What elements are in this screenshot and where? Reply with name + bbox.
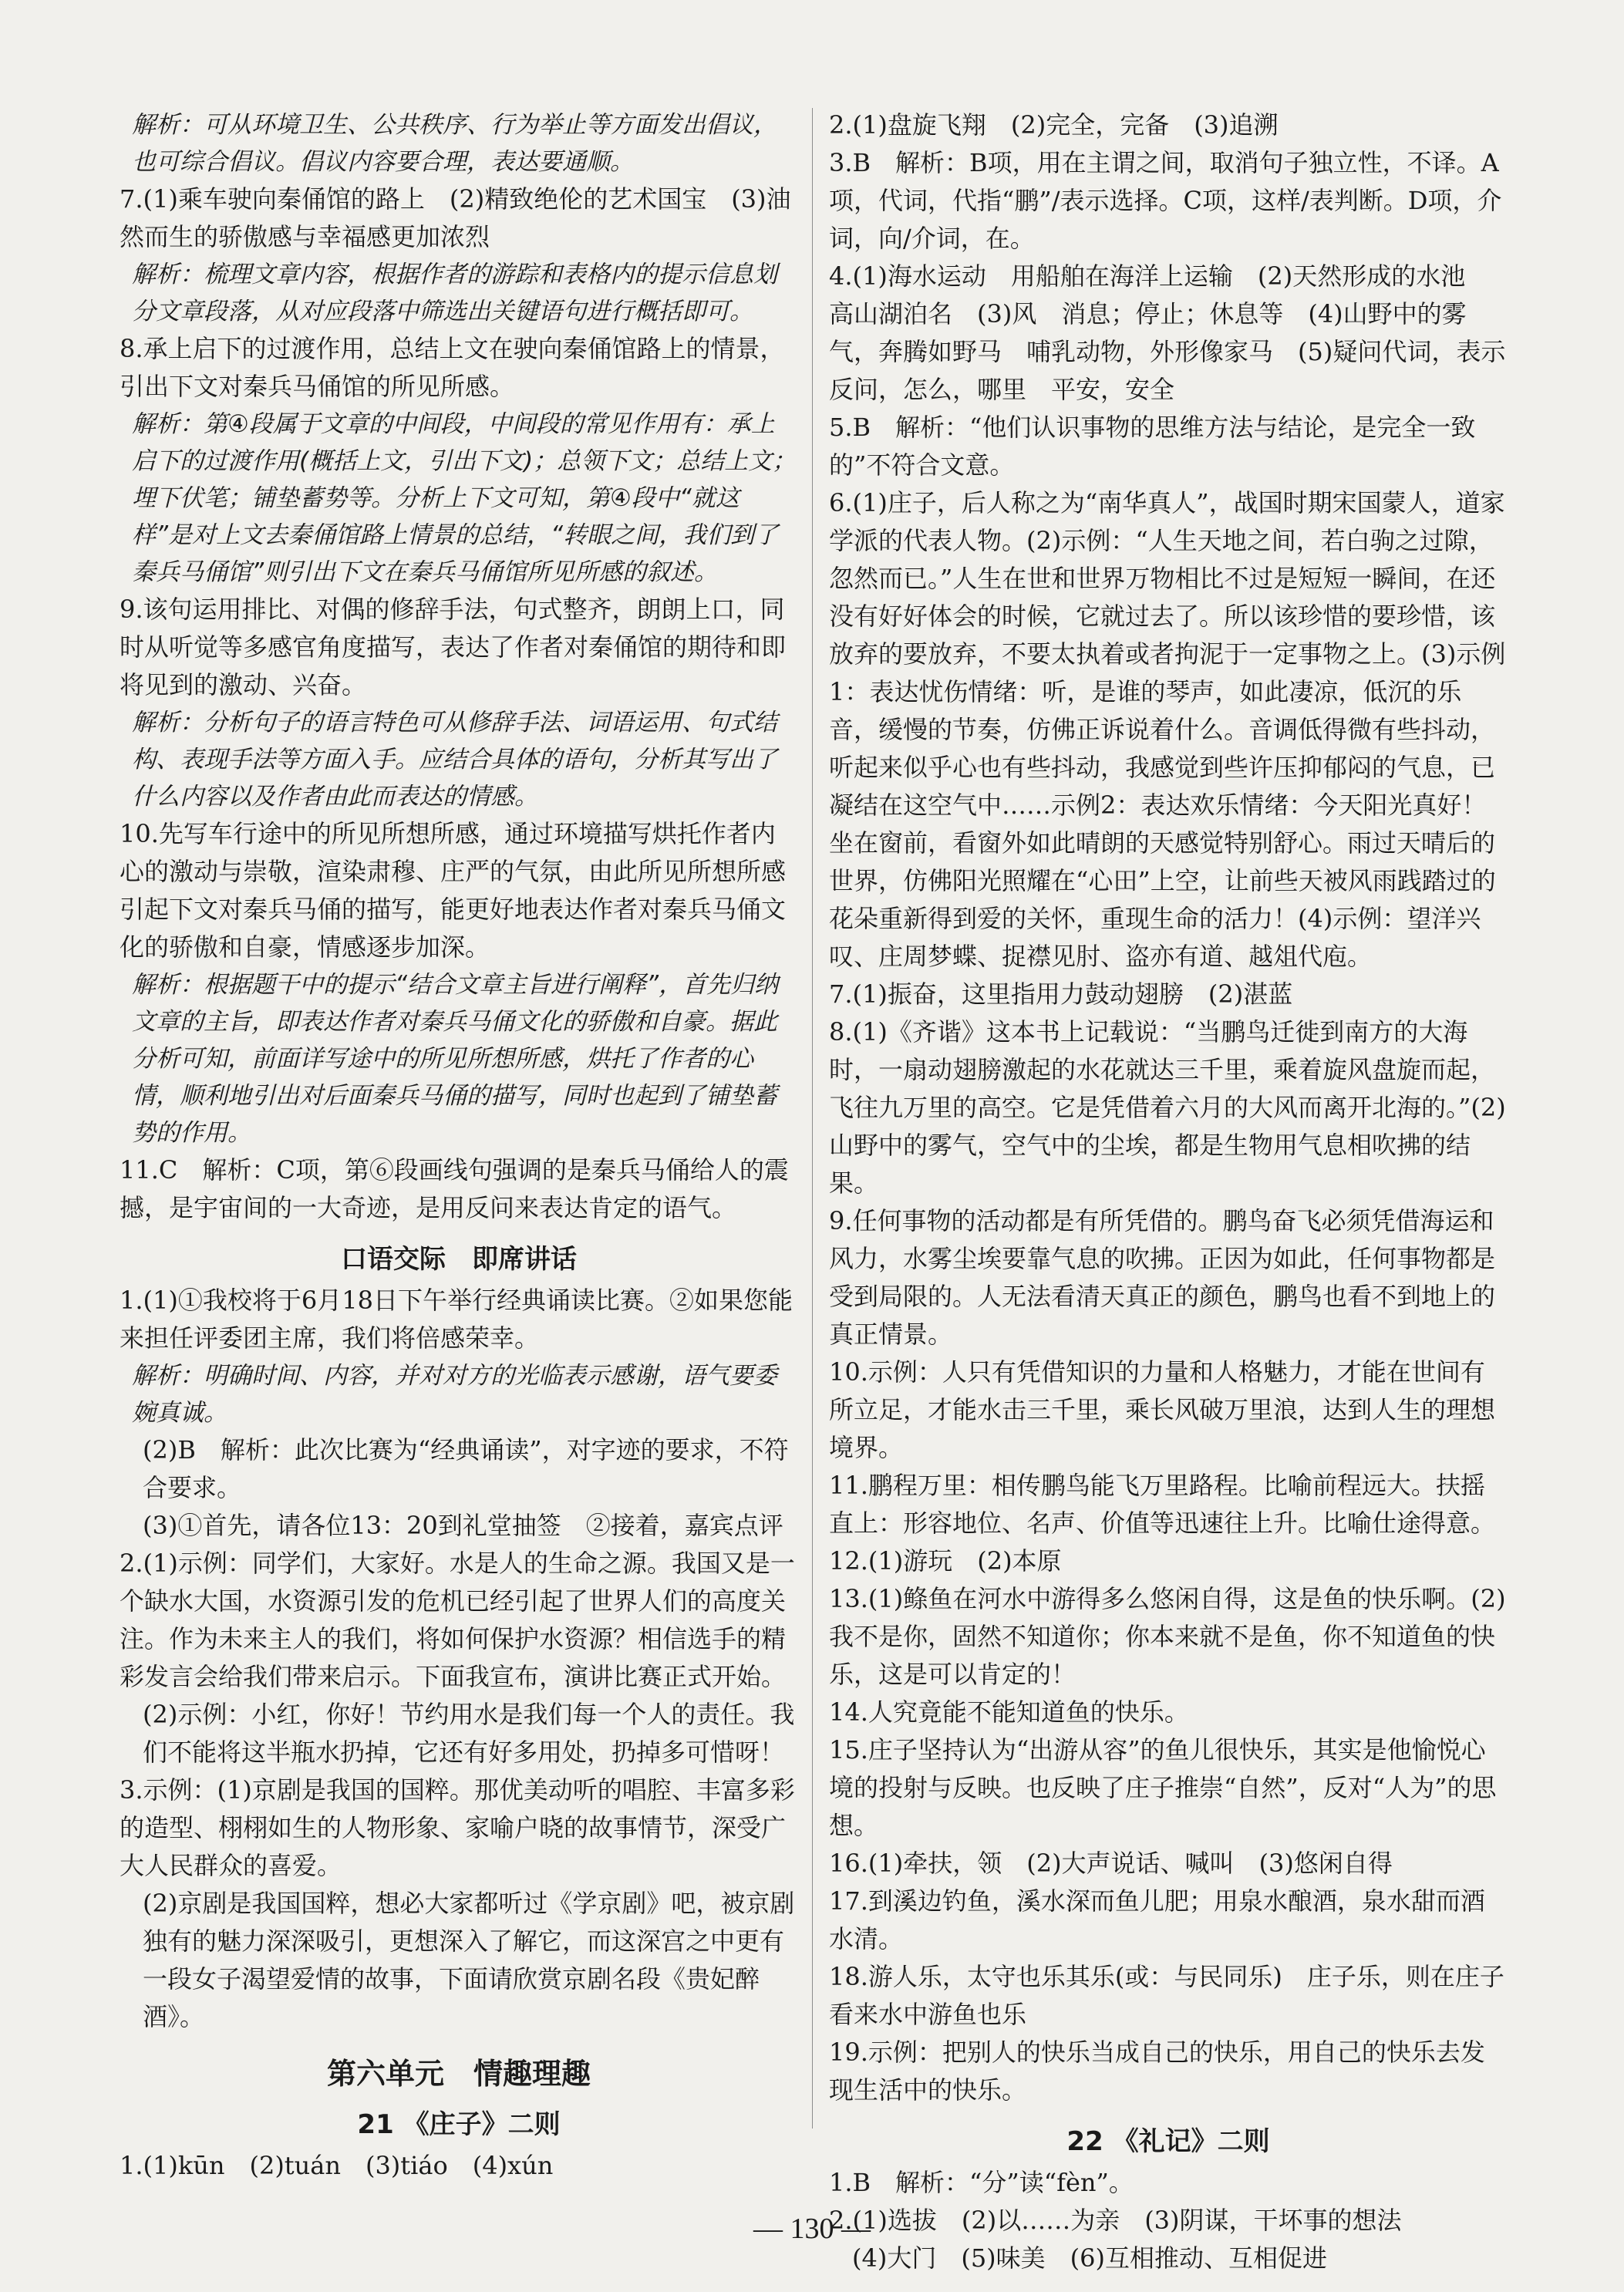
analysis-prev: 解析：可从环境卫生、公共秩序、行为举止等方面发出倡议，也可综合倡议。倡议内容要合理，表达要通顺。 [132,111,777,176]
lesson-21-question-18: 18.游人乐，太守也乐其乐(或：与民同乐) 庄子乐，则在庄子看来水中游鱼也乐 [829,1962,1504,2029]
lesson-21-question-16: 16.(1)牵扶，领 (2)大声说话、喊叫 (3)悠闲自得 [829,1849,1393,1878]
unit-6-heading: 第六单元 情趣理趣 [326,2057,591,2091]
lesson-22-question-1: 1.B 解析：“分”读“fèn”。 [829,2168,1134,2197]
oral-question-2-2: (2)示例：小红，你好！节约用水是我们每一个人的责任。我们不能将这半瓶水扔掉，它还有好多用处，扔掉多可惜呀！ [143,1700,795,1767]
lesson-21-question-2: 2.(1)盘旋飞翔 (2)完全，完备 (3)追溯 [829,110,1279,140]
column-divider [812,108,813,2129]
oral-question-1: 1.(1)①我校将于6月18日下午举行经典诵读比赛。②如果您能来担任评委团主席，我们将倍感荣幸。 [120,1286,793,1353]
analysis-7: 解析：梳理文章内容，根据作者的游踪和表格内的提示信息划分文章段落，从对应段落中筛选出关键语句进行概括即可。 [132,261,777,325]
lesson-22-question-2: 2.(1)选拔 (2)以……为亲 (3)阴谋，干坏事的想法 [829,2206,1402,2235]
oral-question-1-3: (3)①首先，请各位13：20到礼堂抽签 ②接着，嘉宾点评 [143,1511,783,1540]
lesson-21-question-6: 6.(1)庄子，后人称之为“南华真人”，战国时期宋国蒙人，道家学派的代表人物。(2)示例：“人生天地之间，若白驹之过隙，忽然而已。”人生在世和世界万物相比不过是短短一瞬间，在还没有好好体会的时候，它就过去了。所以该珍惜的要珍惜，该放弃的要放弃，不要太执着或者拘泥于一定事物之上。(3)示例1：表达忧伤情绪：听，是谁的琴声，如此凄凉，低沉的乐音，缓慢的节奏，仿佛正诉说着什么。音调低得微有些抖动，听起来似乎心也有些抖动，我感觉到些许压抑郁闷的气息，已凝结在这空气中……示例2：表达欢乐情绪：今天阳光真好！坐在窗前，看窗外如此晴朗的天感觉特别舒心。雨过天晴后的世界，仿佛阳光照耀在“心田”上空，让前些天被风雨践踏过的花朵重新得到爱的关怀，重现生命的活力！(4)示例：望洋兴叹、庄周梦蝶、捉襟见肘、盗亦有道、越俎代庖。 [829,488,1506,971]
lesson-21-heading: 21 《庄子》二则 [357,2109,561,2140]
analysis-9: 解析：分析句子的语言特色可从修辞手法、词语运用、句式结构、表现手法等方面入手。应结合具体的语句，分析其写出了什么内容以及作者由此而表达的情感。 [132,709,777,811]
left-column [120,106,798,2185]
lesson-21-question-14: 14.人究竟能不能知道鱼的快乐。 [829,1697,1189,1727]
question-9: 9.该句运用排比、对偶的修辞手法，句式整齐，朗朗上口，同时从听觉等多感官角度描写，表达了作者对秦俑馆的期待和即将见到的激动、兴奋。 [120,595,787,699]
lesson-21-question-17: 17.到溪边钓鱼，溪水深而鱼儿肥；用泉水酿酒，泉水甜而酒水清。 [829,1886,1485,1953]
question-11: 11.C 解析：C项，第⑥段画线句强调的是秦兵马俑给人的震撼，是宇宙间的一大奇迹，是用反问来表达肯定的语气。 [120,1155,789,1222]
lesson-22-question-2-cont: (4)大门 (5)味美 (6)互相推动、互相促进 [852,2243,1327,2273]
oral-question-1-2: (2)B 解析：此次比赛为“经典诵读”，对字迹的要求，不符合要求。 [143,1435,789,1502]
section-heading-oral: 口语交际 即席讲话 [341,1244,577,1275]
lesson-21-question-12: 12.(1)游玩 (2)本原 [829,1546,1062,1576]
question-7: 7.(1)乘车驶向秦俑馆的路上 (2)精致绝伦的艺术国宝 (3)油然而生的骄傲感与幸福感更加浓烈 [120,184,791,251]
lesson-22-heading: 22 《礼记》二则 [1066,2126,1270,2157]
analysis-10: 解析：根据题干中的提示“结合文章主旨进行阐释”，首先归纳文章的主旨，即表达作者对秦兵马俑文化的骄傲和自豪。据此分析可知，前面详写途中的所见所想所感，烘托了作者的心情，顺利地引出对后面秦兵马俑的描写，同时也起到了铺垫蓄势的作用。 [132,971,779,1147]
lesson-21-question-10: 10.示例：人只有凭借知识的力量和人格魅力，才能在世间有所立足，才能水击三千里，乘长风破万里浪，达到人生的理想境界。 [829,1357,1496,1462]
page-number: — 130 — [753,2213,871,2245]
oral-question-3: 3.示例：(1)京剧是我国的国粹。那优美动听的唱腔、丰富多彩的造型、栩栩如生的人物形象、家喻户晓的故事情节，深受广大人民群众的喜爱。 [120,1775,795,1880]
question-10: 10.先写车行途中的所见所想所感，通过环境描写烘托作者内心的激动与崇敬，渲染肃穆、庄严的气氛，由此所见所想所感引起下文对秦兵马俑的描写，能更好地表达作者对秦兵马俑文化的骄傲和自豪，情感逐步加深。 [120,819,787,962]
lesson-21-question-3: 3.B 解析：B项，用在主谓之间，取消句子独立性，不译。A项，代词，代指“鹏”/表示选择。C项，这样/表判断。D项，介词，向/介词，在。 [829,148,1502,253]
oral-analysis-1: 解析：明确时间、内容，并对对方的光临表示感谢，语气要委婉真诚。 [132,1362,777,1427]
oral-question-2: 2.(1)示例：同学们，大家好。水是人的生命之源。我国又是一个缺水大国，水资源引发的危机已经引起了世界人们的高度关注。作为未来主人的我们，将如何保护水资源？相信选手的精彩发言会给我们带来启示。下面我宣布，演讲比赛正式开始。 [120,1549,795,1691]
lesson-21-question-1: 1.(1)kūn (2)tuán (3)tiáo (4)xún [120,2151,554,2180]
lesson-21-question-9: 9.任何事物的活动都是有所凭借的。鹏鸟奋飞必须凭借海运和风力，水雾尘埃要靠气息的吹拂。正因为如此，任何事物都是受到局限的。人无法看清天真正的颜色，鹏鸟也看不到地上的真正情景。 [829,1206,1496,1349]
lesson-21-question-4: 4.(1)海水运动 用船舶在海洋上运输 (2)天然形成的水池 高山湖泊名 (3)风 消息；停止；休息等 (4)山野中的雾气，奔腾如野马 哺乳动物，外形像家马 (5)疑问代词，表示反问，怎么，哪里 平安，安全 [829,261,1506,404]
analysis-8: 解析：第④段属于文章的中间段，中间段的常见作用有：承上启下的过渡作用(概括上文，引出下文)；总领下文；总结上文；埋下伏笔；铺垫蓄势等。分析上下文可知，第④段中“就这样”是对上文去秦俑馆路上情景的总结，“转眼之间，我们到了秦兵马俑馆”则引出下文在秦兵马俑馆所见所感的叙述。 [132,410,797,586]
lesson-21-question-7: 7.(1)振奋，这里指用力鼓动翅膀 (2)湛蓝 [829,979,1293,1009]
lesson-21-question-15: 15.庄子坚持认为“出游从容”的鱼儿很快乐，其实是他愉悦心境的投射与反映。也反映了庄子推崇“自然”，反对“人为”的思想。 [829,1735,1497,1840]
oral-question-3-2: (2)京剧是我国国粹，想必大家都听过《学京剧》吧，被京剧独有的魅力深深吸引，更想深入了解它，而这深宫之中更有一段女子渴望爱情的故事，下面请欣赏京剧名段《贵妃醉酒》。 [143,1889,795,2031]
lesson-21-question-11: 11.鹏程万里：相传鹏鸟能飞万里路程。比喻前程远大。扶摇直上：形容地位、名声、价值等迅速往上升。比喻仕途得意。 [829,1471,1496,1538]
question-8: 8.承上启下的过渡作用，总结上文在驶向秦俑馆路上的情景，引出下文对秦兵马俑馆的所见所感。 [120,334,785,401]
lesson-21-question-19: 19.示例：把别人的快乐当成自己的快乐，用自己的快乐去发现生活中的快乐。 [829,2038,1485,2105]
right-column [829,106,1508,2277]
lesson-21-question-8: 8.(1)《齐谐》这本书上记载说：“当鹏鸟迁徙到南方的大海时，一扇动翅膀激起的水花就达三千里，乘着旋风盘旋而起，飞往九万里的高空。它是凭借着六月的大风而离开北海的。”(2)山野中的雾气，空气中的尘埃，都是生物用气息相吹拂的结果。 [829,1017,1506,1198]
lesson-21-question-5: 5.B 解析：“他们认识事物的思维方法与结论，是完全一致的”不符合文意。 [829,413,1476,480]
lesson-21-question-13: 13.(1)鲦鱼在河水中游得多么悠闲自得，这是鱼的快乐啊。(2)我不是你，固然不知道你；你本来就不是鱼，你不知道鱼的快乐，这是可以肯定的！ [829,1584,1506,1689]
